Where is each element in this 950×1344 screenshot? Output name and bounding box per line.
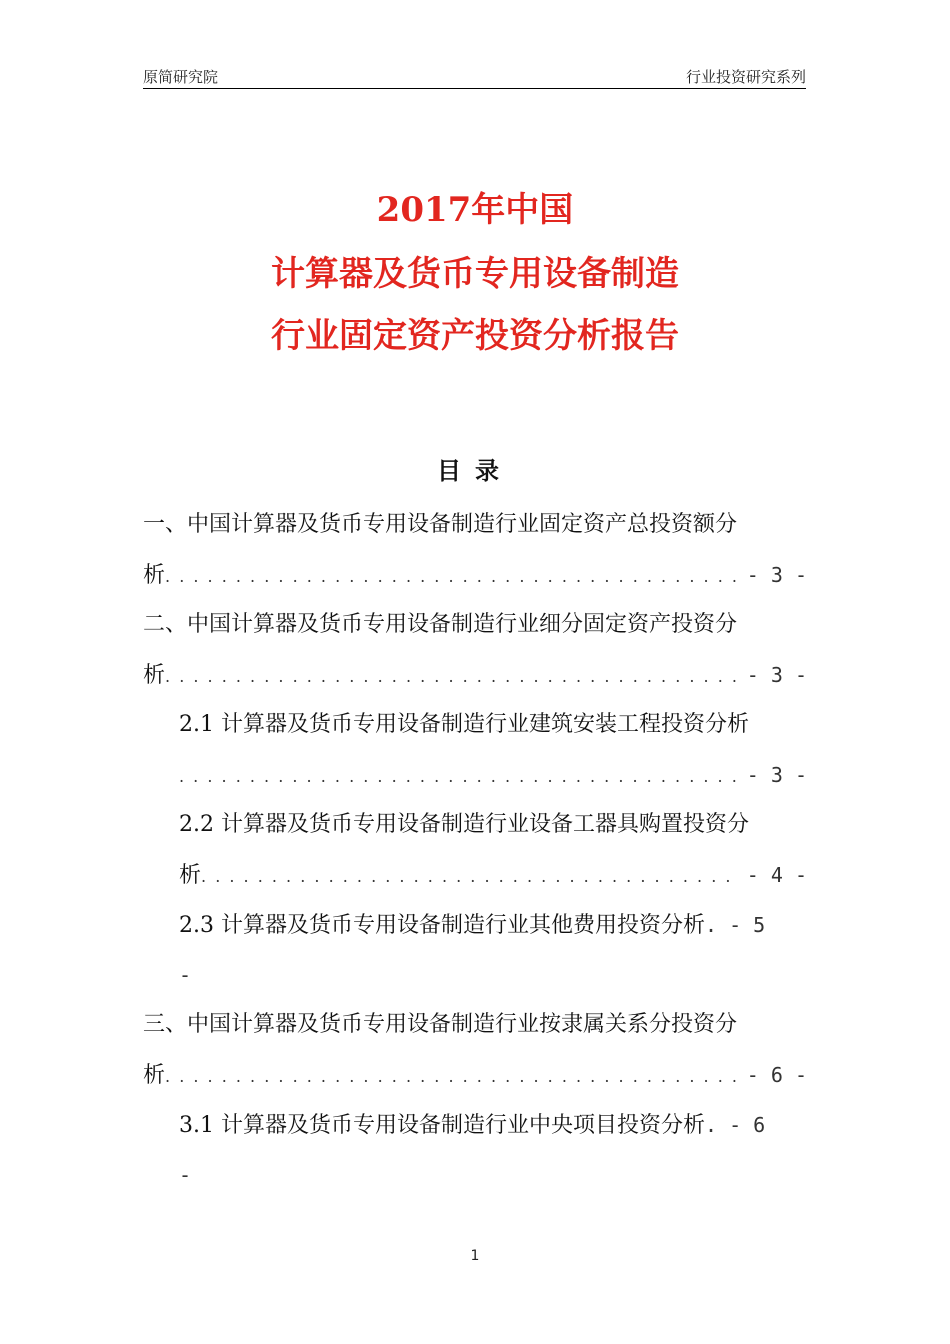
toc-entry-title[interactable]: 2.3 计算器及货币专用设备制造行业其他费用投资分析	[179, 913, 705, 938]
toc-entry-continuation: 析	[143, 663, 166, 688]
toc-page-number: - 6	[729, 1113, 766, 1137]
toc-entry-title[interactable]: 一、中国计算器及货币专用设备制造行业固定资产总投资额分	[143, 512, 738, 537]
toc-page-number: - 6 -	[746, 1063, 807, 1087]
toc-entry-continuation: 析	[179, 863, 202, 888]
toc-entry-continuation: 析	[143, 1063, 166, 1088]
report-title-line-2: 计算器及货币专用设备制造	[271, 254, 679, 294]
dot-leader	[165, 657, 741, 697]
toc-entry-title[interactable]: 2.2 计算器及货币专用设备制造行业设备工器具购置投资分	[179, 812, 749, 837]
toc-entry-2[interactable]	[143, 605, 807, 655]
toc-page-number: - 4 -	[746, 863, 807, 887]
toc-entry-2-2-leader[interactable]	[143, 855, 807, 905]
dot-leader	[201, 857, 741, 897]
toc-entry-title[interactable]: 3.1 计算器及货币专用设备制造行业中央项目投资分析	[179, 1113, 705, 1138]
table-of-contents	[143, 505, 807, 1205]
dot-leader	[179, 757, 741, 797]
toc-entry-2-3-tail	[143, 955, 807, 1005]
toc-entry-2-1[interactable]	[143, 705, 807, 755]
header-right-text: 行业投资研究系列	[685, 68, 806, 86]
toc-heading: 目录	[437, 456, 513, 485]
report-title-line-1: 2017年中国	[376, 190, 574, 230]
toc-entry-title[interactable]: 2.1 计算器及货币专用设备制造行业建筑安装工程投资分析	[179, 712, 749, 737]
toc-page-number-tail: -	[179, 1163, 192, 1187]
toc-page-number: - 3 -	[746, 763, 807, 787]
dot-leader	[165, 557, 741, 597]
header-rule	[143, 88, 806, 89]
toc-entry-3[interactable]	[143, 1005, 807, 1055]
toc-page-number: - 3 -	[746, 563, 807, 587]
toc-entry-2-3[interactable]: 2.3 计算器及货币专用设备制造行业其他费用投资分析. - 5	[179, 913, 766, 938]
toc-entry-3-1[interactable]: 3.1 计算器及货币专用设备制造行业中央项目投资分析. - 6	[179, 1113, 766, 1138]
report-title-line-3: 行业固定资产投资分析报告	[271, 316, 679, 356]
toc-entry-title[interactable]: 二、中国计算器及货币专用设备制造行业细分固定资产投资分	[143, 612, 738, 637]
toc-page-number: - 3 -	[746, 663, 807, 687]
dot-leader	[165, 1057, 741, 1097]
toc-entry-2-leader[interactable]	[143, 655, 807, 705]
toc-entry-1-leader[interactable]	[143, 555, 807, 605]
toc-page-number: - 5	[729, 913, 766, 937]
toc-entry-continuation: 析	[143, 563, 166, 588]
toc-entry-3-leader[interactable]	[143, 1055, 807, 1105]
toc-page-number-tail: -	[179, 963, 192, 987]
toc-entry-title[interactable]: 三、中国计算器及货币专用设备制造行业按隶属关系分投资分	[143, 1012, 738, 1037]
toc-entry-3-1-tail	[143, 1155, 807, 1205]
toc-entry-2-2[interactable]	[143, 805, 807, 855]
page-number: 1	[470, 1248, 480, 1264]
toc-entry-1[interactable]	[143, 505, 807, 555]
header-left-text: 原简研究院	[143, 68, 219, 86]
toc-entry-2-1-leader[interactable]	[143, 755, 807, 805]
